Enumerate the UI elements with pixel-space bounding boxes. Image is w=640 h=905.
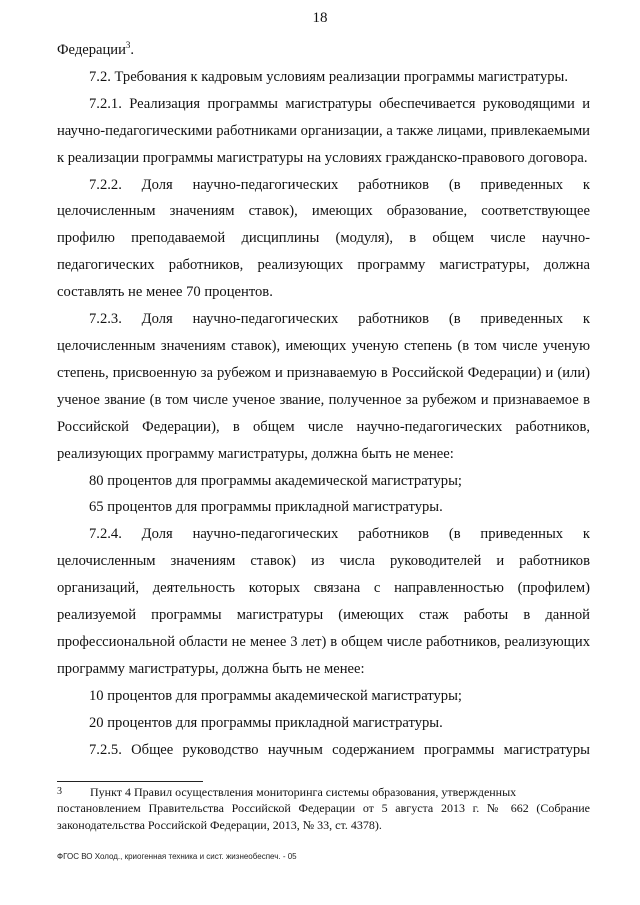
footnote-first-line [57, 784, 590, 800]
paragraph-7-2-1: 7.2.1. Реализация программы магистратуры обеспечивается руководящими и научно-педагогическими работниками организации, а также лицами, привлекаемыми к реализации программы магистратуры на условиях гражданско-правового договора. [57, 95, 590, 166]
list-item-applied-65: 65 процентов для программы прикладной магистратуры. [89, 499, 443, 516]
list-item-applied-20: 20 процентов для программы прикладной магистратуры. [89, 714, 443, 731]
paragraph-continuation-text: Федерации [57, 42, 126, 58]
paragraph-continuation-tail: . [130, 42, 135, 58]
section-heading-7-2: 7.2. Требования к кадровым условиям реализации программы магистратуры. [89, 68, 569, 85]
paragraph-7-2-2: 7.2.2. Доля научно-педагогических работников (в приведенных к целочисленным значениям ставок), имеющих образование, соответствующее профилю преподаваемой дисциплины (модуля), в общем числе научно-педагогических работников, реализующих программу магистратуры, должна составлять не менее 70 процентов. [57, 176, 590, 301]
footnote-line-1: Пункт 4 Правил осуществления мониторинга системы образования, утвержденных [90, 785, 517, 799]
document-body [57, 37, 590, 763]
page-number: 18 [312, 10, 328, 26]
footnote [57, 784, 590, 833]
paragraph-7-2-3: 7.2.3. Доля научно-педагогических работников (в приведенных к целочисленным значениям ставок), имеющих ученую степень (в том числе ученую степень, присвоенную за рубежом и признаваемую в Российской Федерации) и (или) ученое звание (в том числе ученое звание, полученное за рубежом и признаваемое в Российской Федерации), в общем числе научно-педагогических работников, реализующих программу магистратуры, должна быть не менее: [57, 311, 590, 462]
paragraph-7-2-4: 7.2.4. Доля научно-педагогических работников (в приведенных к целочисленным значениям ставок) из числа руководителей и работников организаций, деятельность которых связана с направленностью (профилем) реализуемой программы магистратуры (имеющих стаж работы в данной профессиональной области не менее 3 лет) в общем числе работников, реализующих программу магистратуры, должна быть не менее: [57, 526, 590, 677]
paragraph-continuation [57, 37, 590, 64]
paragraph-7-2-5: 7.2.5. Общее руководство научным содержанием программы магистратуры [89, 741, 590, 758]
page-footer: ФГОС ВО Холод., криогенная техника и сист. жизнеобеспеч. - 05 [57, 852, 297, 861]
footnote-divider [57, 781, 203, 782]
list-item-academic-10: 10 процентов для программы академической магистратуры; [89, 687, 462, 704]
footnote-marker: 3 [57, 786, 62, 797]
list-item-academic-80: 80 процентов для программы академической магистратуры; [89, 472, 462, 489]
footnote-reference: 3 [125, 40, 131, 51]
footnote-continuation: постановлением Правительства Российской Федерации от 5 августа 2013 г. № 662 (Собрание законодательства Российской Федерации, 2013, № 33, ст. 4378). [57, 801, 590, 832]
